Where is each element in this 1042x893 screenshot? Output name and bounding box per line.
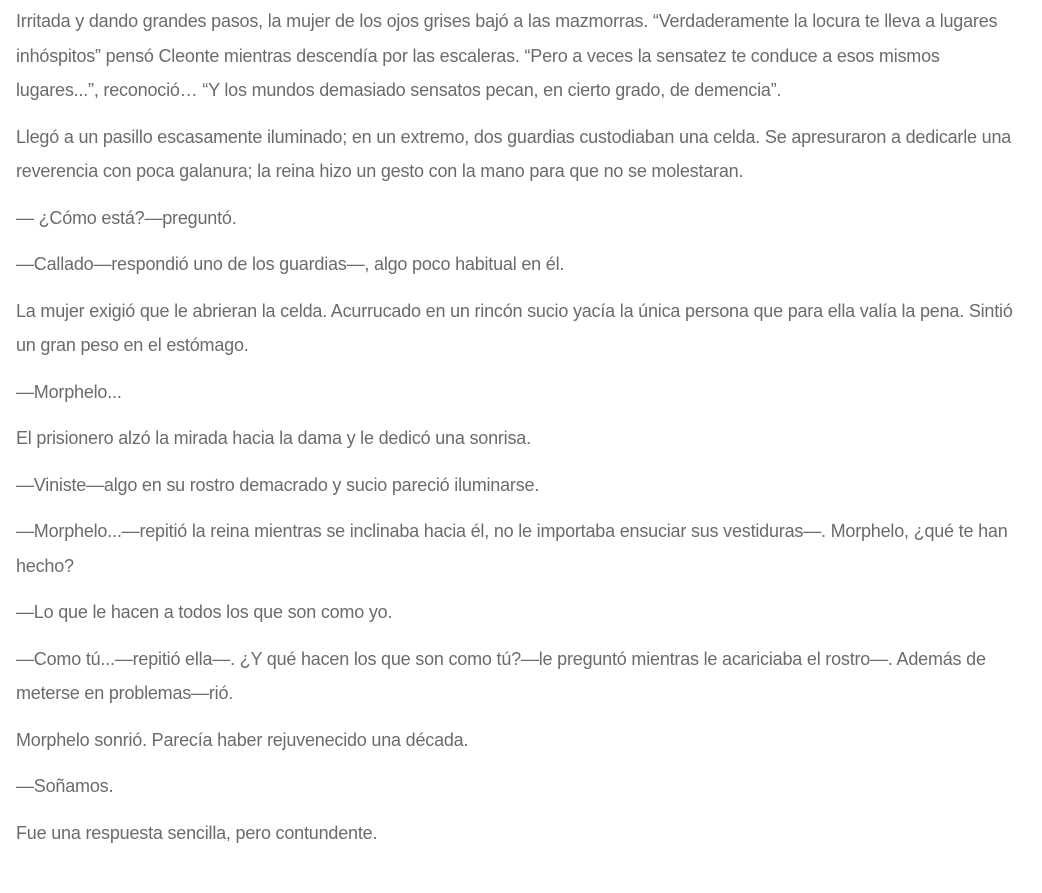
- story-paragraph-dialogue: —Como tú...—repitió ella—. ¿Y qué hacen los que son como tú?—le preguntó mientras le acariciaba el rostro—. Además de meterse en problemas—rió.: [16, 648, 986, 703]
- story-paragraph: Fue una respuesta sencilla, pero contundente.: [16, 822, 378, 843]
- story-paragraph-dialogue: —Morphelo...—repitió la reina mientras se inclinaba hacia él, no le importaba ensuciar sus vestiduras—. Morphelo, ¿qué te han hecho?: [16, 521, 1008, 576]
- story-paragraph-dialogue: —Viniste—algo en su rostro demacrado y sucio pareció iluminarse.: [16, 474, 540, 495]
- story-paragraph-dialogue: —Soñamos.: [16, 776, 114, 796]
- story-paragraph: Irritada y dando grandes pasos, la mujer de los ojos grises bajó a las mazmorras. “Verdaderamente la locura te lleva a lugares inhóspitos” pensó Cleonte mientras descendía por las escaleras. “Pero a veces la sensatez te conduce a esos mismos lugares...”, reconoció… “Y los mundos demasiado sensatos pecan, en cierto grado, de demencia”.: [16, 11, 998, 100]
- story-paragraph: Llegó a un pasillo escasamente iluminado; en un extremo, dos guardias custodiaban una celda. Se apresuraron a dedicarle una reverencia con poca galanura; la reina hizo un gesto con la mano para que no se molestaran.: [16, 126, 1012, 181]
- story-paragraph: Morphelo sonrió. Parecía haber rejuvenecido una década.: [16, 729, 469, 750]
- story-paragraph-dialogue: —Morphelo...: [16, 381, 122, 402]
- story-paragraph: La mujer exigió que le abrieran la celda. Acurrucado en un rincón sucio yacía la única persona que para ella valía la pena. Sintió un gran peso en el estómago.: [16, 300, 1013, 355]
- story-paragraph: El prisionero alzó la mirada hacia la dama y le dedicó una sonrisa.: [16, 428, 531, 448]
- story-paragraph-dialogue: —Callado—respondió uno de los guardias—, algo poco habitual en él.: [16, 254, 565, 274]
- story-paragraph-dialogue: — ¿Cómo está?—preguntó.: [16, 207, 237, 228]
- story-paragraph-dialogue: —Lo que le hacen a todos los que son como yo.: [16, 602, 393, 622]
